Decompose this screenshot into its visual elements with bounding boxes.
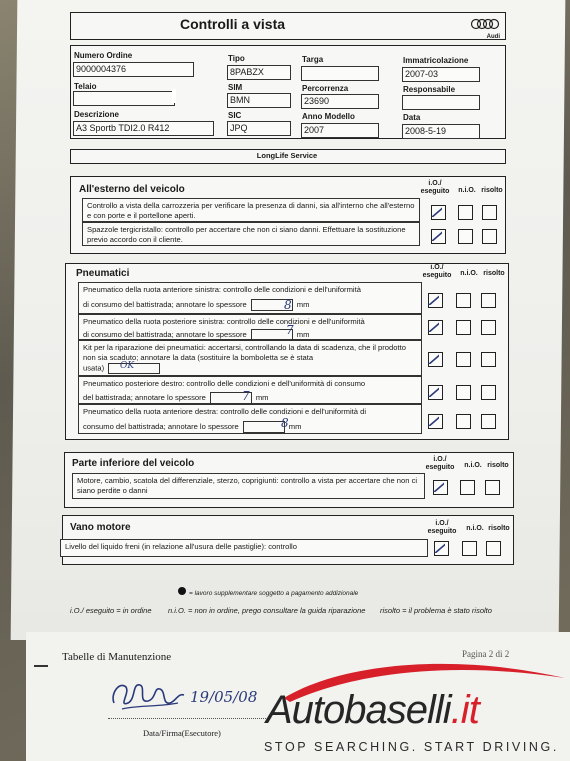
esterno-row-2: Spazzole tergicristallo: controllo per accertare che non ci siano danni. Effettuare la sostituzione previo accordo con il cliente.: [82, 222, 420, 246]
motore-row-1: Livello del liquido freni (in relazione all'usura delle pastiglie): controllo: [60, 539, 428, 557]
watermark-tagline: STOP SEARCHING. START DRIVING.: [264, 740, 559, 754]
unit-label: mm: [296, 330, 310, 339]
checkbox-nio[interactable]: [460, 480, 475, 495]
section-inferiore-title: Parte inferiore del veicolo: [72, 458, 195, 469]
checkbox-nio[interactable]: [456, 352, 471, 367]
anno-field: 2007: [301, 123, 379, 138]
pneumatici-row-5: [78, 404, 422, 434]
row-text-line1: Pneumatico della ruota posteriore sinistra: controllo delle condizioni e dell'uniformità: [83, 317, 365, 326]
tabelle-title: Tabelle di Manutenzione: [62, 651, 172, 663]
check-mark-icon: [426, 319, 439, 332]
legend-io: i.O./ eseguito = in ordine: [70, 606, 152, 615]
unit-label: mm: [255, 393, 269, 402]
col-io-header: i.O./ eseguito: [427, 520, 457, 535]
numero-ordine-label: Numero Ordine: [74, 51, 133, 60]
numero-ordine-field: 9000004376: [73, 62, 194, 77]
sic-field: JPQ: [227, 121, 291, 136]
checkbox-nio[interactable]: [462, 541, 477, 556]
date-box: [108, 363, 160, 374]
signature-date: 19/05/08: [190, 688, 258, 706]
unit-label: mm: [288, 422, 302, 431]
col-risolto-header: risolto: [487, 462, 509, 469]
data-field: 2008-5-19: [402, 124, 480, 139]
checkbox-nio[interactable]: [456, 385, 471, 400]
tipo-field: 8PABZX: [227, 65, 291, 80]
col-nio-header: n.i.O.: [464, 462, 482, 469]
descrizione-label: Descrizione: [74, 110, 119, 119]
unit-label: mm: [296, 300, 310, 309]
immatricolazione-field: 2007-03: [402, 67, 480, 82]
legend-risolto: risolto = il problema è stato risolto: [380, 606, 492, 615]
bullet-icon: [178, 587, 186, 595]
row-text-line1: Pneumatico della ruota anteriore destra: controllo delle condizioni e dell'uniformità di: [83, 407, 367, 416]
responsabile-label: Responsabile: [403, 85, 456, 94]
col-nio-header: n.i.O.: [466, 525, 484, 532]
col-risolto-header: risolto: [481, 187, 503, 194]
col-risolto-header: risolto: [488, 525, 510, 532]
row-text-line2-text: di consumo del battistrada; annotare lo spessore: [83, 300, 247, 309]
responsabile-field: [402, 95, 480, 110]
pneumatici-row-2: [78, 314, 422, 340]
check-mark-icon: [429, 204, 442, 217]
pneumatici-row-4: [78, 376, 422, 404]
descrizione-field: A3 Sportb TDI2.0 R412: [73, 121, 214, 136]
row-text-line2-text: consumo del battistrada; annotare lo spessore: [83, 422, 239, 431]
handwritten-value: 7: [242, 389, 250, 403]
row-text-line2-text: del battistrada; annotare lo spessore: [83, 393, 206, 402]
signature-line: [108, 718, 268, 719]
col-io-header: i.O./ eseguito: [420, 180, 450, 195]
tipo-label: Tipo: [228, 54, 245, 63]
targa-label: Targa: [302, 55, 324, 64]
sic-label: SIC: [228, 111, 242, 120]
check-mark-icon: [426, 384, 439, 397]
section-esterno-title: All'esterno del veicolo: [79, 184, 185, 195]
checkbox-risolto[interactable]: [482, 229, 497, 244]
check-mark-icon: [426, 351, 439, 364]
row-text-line2: [83, 421, 417, 433]
row-text-line2-text: di consumo del battistrada; annotare lo spessore: [83, 330, 247, 339]
legend-nio: n.i.O. = non in ordine, prego consultare la guida riparazione: [168, 606, 366, 615]
checkbox-risolto[interactable]: [481, 320, 496, 335]
audi-logo: [470, 17, 500, 40]
footnote-text: = lavoro supplementare soggetto a pagamento addizionale: [189, 590, 359, 597]
checkbox-nio[interactable]: [456, 414, 471, 429]
row-text-line1: Pneumatico della ruota anteriore sinistra: controllo delle condizioni e dell'uniformità: [83, 285, 361, 294]
checkbox-risolto[interactable]: [482, 205, 497, 220]
checkbox-risolto[interactable]: [481, 414, 496, 429]
checkbox-risolto[interactable]: [481, 352, 496, 367]
row-text-line2: [83, 299, 417, 311]
row-text-line2-text: usata): [83, 363, 105, 373]
check-mark-icon: [429, 228, 442, 241]
telaio-field: [73, 91, 175, 106]
checkbox-nio[interactable]: [458, 205, 473, 220]
anno-label: Anno Modello: [302, 112, 355, 121]
signature: [108, 673, 188, 717]
check-mark-icon: [431, 479, 444, 492]
check-mark-icon: [426, 413, 439, 426]
telaio-label: Telaio: [74, 82, 97, 91]
sim-label: SIM: [228, 83, 243, 92]
targa-field: [301, 66, 379, 81]
section-motore-title: Vano motore: [70, 522, 131, 533]
checkbox-nio[interactable]: [456, 293, 471, 308]
check-mark-icon: [432, 540, 445, 553]
firma-label: Data/Firma(Esecutore): [143, 728, 221, 738]
handwritten-value: 7: [286, 323, 294, 337]
dash-mark: [34, 665, 48, 667]
service-title: LongLife Service: [256, 151, 318, 160]
handwritten-value: OK: [120, 361, 135, 371]
checkbox-nio[interactable]: [458, 229, 473, 244]
col-io-header: i.O./ eseguito: [422, 264, 452, 279]
col-risolto-header: risolto: [483, 270, 505, 277]
brand-text: Audi: [486, 34, 500, 40]
percorrenza-field: 23690: [301, 94, 379, 109]
check-mark-icon: [426, 292, 439, 305]
row-text-line1: Pneumatico posteriore destro: controllo delle condizioni e dell'uniformità di consumo: [83, 379, 366, 388]
sim-field: BMN: [227, 93, 291, 108]
watermark-name: Autobaselli: [266, 688, 451, 732]
handwritten-value: 8: [284, 298, 292, 312]
checkbox-risolto[interactable]: [485, 480, 500, 495]
telaio-redaction: [172, 89, 176, 103]
thickness-box: [243, 421, 285, 433]
immatricolazione-label: Immatricolazione: [403, 56, 469, 65]
page-title: Controlli a vista: [180, 16, 286, 32]
page-number: Pagina 2 di 2: [462, 649, 510, 659]
checkbox-risolto[interactable]: [481, 385, 496, 400]
handwritten-value: 8: [281, 416, 289, 430]
section-pneumatici-title: Pneumatici: [76, 268, 130, 279]
col-nio-header: n.i.O.: [458, 187, 476, 194]
inferiore-row-1: Motore, cambio, scatola del differenziale, sterzo, coprigiunti: controllo a vista per accertare che non ci siano perdite o danni: [72, 473, 425, 499]
col-io-header: i.O./ eseguito: [425, 456, 455, 471]
row-text-line2: [83, 392, 417, 404]
watermark-logo: [266, 690, 479, 730]
col-nio-header: n.i.O.: [460, 270, 478, 277]
checkbox-risolto[interactable]: [481, 293, 496, 308]
row-text-line1: Kit per la riparazione dei pneumatici: accertarsi, controllando la data di scadenza, che il prodotto non sia scaduto; annotare la data (sostituire la bomboletta se è stata: [83, 343, 406, 362]
header-box: [70, 12, 506, 40]
percorrenza-label: Percorrenza: [302, 84, 349, 93]
esterno-row-1: Controllo a vista della carrozzeria per verificare la presenza di danni, sia all'interno che all'esterno e con porte e il portellone aperti.: [82, 198, 420, 222]
watermark-tld: .it: [450, 688, 479, 732]
checkbox-risolto[interactable]: [486, 541, 501, 556]
pneumatici-row-1: [78, 282, 422, 314]
data-label: Data: [403, 113, 421, 122]
checkbox-nio[interactable]: [456, 320, 471, 335]
